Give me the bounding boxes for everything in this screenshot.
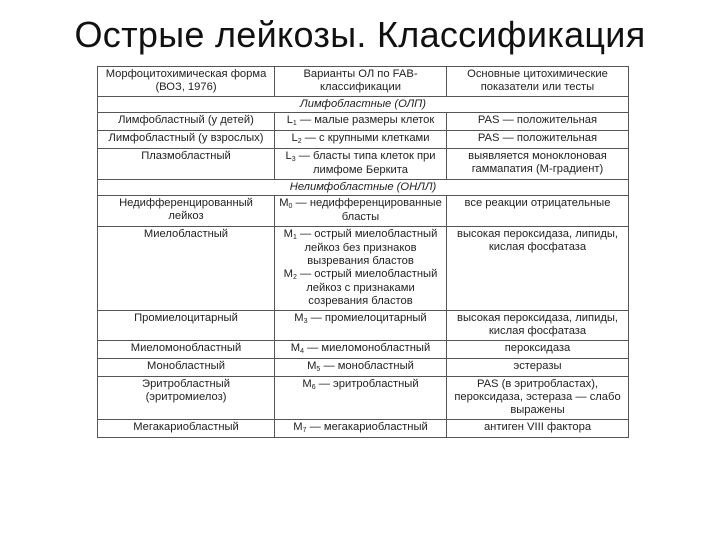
table-row (98, 131, 629, 149)
row-form: Эритробластный (эритромиелоз) (98, 377, 275, 420)
fab-code: M (290, 342, 301, 354)
row-test: PAS — положительная (447, 131, 629, 149)
section-nonlymphoblastic: Нелимфобластные (ОНЛЛ) (98, 180, 629, 196)
fab-code: M (307, 360, 317, 372)
section-lymphoblastic: Лимфобластные (ОЛП) (98, 97, 629, 113)
fab-subscript: 3 (303, 318, 308, 325)
row-form: Плазмобластный (98, 149, 275, 180)
table-row (98, 359, 629, 377)
fab-desc: — острый миелобластный лейкоз с признаками созревания бластов (299, 268, 438, 307)
table-row (98, 196, 629, 227)
fab-desc: — малые размеры клеток (299, 114, 435, 126)
fab-subscript: 2 (297, 138, 302, 145)
fab-desc: — недифференцированные бласты (295, 197, 442, 223)
table-row (98, 341, 629, 359)
fab-code: M (279, 197, 289, 209)
table-row (98, 227, 629, 311)
fab-desc: — миеломонобластный (307, 342, 431, 354)
fab-desc: — бласты типа клеток при лимфоме Беркита (298, 150, 436, 176)
row-form: Монобластный (98, 359, 275, 377)
row-form: Лимфобластный (у взрослых) (98, 131, 275, 149)
row-test: высокая пероксидаза, липиды, кислая фосфатаза (447, 311, 629, 341)
fab-subscript: 4 (300, 348, 304, 355)
fab-subscript: 3 (291, 156, 296, 163)
fab-desc: — с крупными клетками (304, 132, 430, 144)
row-test: высокая пероксидаза, липиды, кислая фосфатаза (447, 227, 629, 311)
fab-code: L (285, 150, 292, 162)
fab-desc: — монобластный (323, 360, 414, 372)
row-fab (275, 113, 447, 131)
fab-code: M (283, 228, 293, 240)
fab-code: M (293, 421, 303, 433)
fab-desc: — эритробластный (318, 378, 419, 390)
section-row-nonlymph (98, 180, 629, 196)
fab-subscript: 1 (292, 120, 297, 127)
row-form: Миелобластный (98, 227, 275, 311)
row-test: антиген VIII фактора (447, 420, 629, 438)
row-fab (275, 341, 447, 359)
fab-subscript: 2 (292, 274, 297, 281)
fab-entry-m1 (278, 228, 443, 268)
row-form: Лимфобластный (у детей) (98, 113, 275, 131)
row-test: выявляется моноклоновая гаммапатия (М-градиент) (447, 149, 629, 180)
row-test: PAS (в эритробластах), пероксидаза, эстераза — слабо выражены (447, 377, 629, 420)
row-fab (275, 131, 447, 149)
fab-subscript: 5 (316, 366, 321, 373)
table-row (98, 149, 629, 180)
table-header-row (98, 67, 629, 97)
row-fab (275, 377, 447, 420)
row-form: Промиелоцитарный (98, 311, 275, 341)
fab-desc: — промиелоцитарный (310, 312, 427, 324)
row-test: все реакции отрицательные (447, 196, 629, 227)
fab-code: L (286, 114, 293, 126)
header-fab: Варианты ОЛ по FAB-классификации (275, 67, 447, 97)
table-row (98, 113, 629, 131)
table-row (98, 420, 629, 438)
row-test: эстеразы (447, 359, 629, 377)
classification-table (97, 66, 629, 438)
row-form: Мегакариобластный (98, 420, 275, 438)
fab-entry-m2 (278, 268, 443, 308)
row-fab (275, 311, 447, 341)
row-test: PAS — положительная (447, 113, 629, 131)
fab-code: L (291, 132, 298, 144)
fab-code: M (294, 312, 304, 324)
fab-subscript: 7 (302, 427, 307, 434)
row-test: пероксидаза (447, 341, 629, 359)
header-tests: Основные цитохимические показатели или тесты (447, 67, 629, 97)
fab-code: M (283, 268, 293, 280)
header-form: Морфоцитохимическая форма (ВОЗ, 1976) (98, 67, 275, 97)
slide-title: Острые лейкозы. Классификация (74, 14, 646, 55)
fab-desc: — острый миелобластный лейкоз без признаков вызревания бластов (299, 228, 438, 267)
fab-subscript: 6 (311, 384, 316, 391)
table-row (98, 311, 629, 341)
fab-subscript: 0 (288, 203, 293, 210)
row-form: Миеломонобластный (98, 341, 275, 359)
row-fab (275, 420, 447, 438)
fab-subscript: 1 (292, 234, 297, 241)
fab-desc: — мегакариобластный (309, 421, 428, 433)
section-row-lymph (98, 97, 629, 113)
row-fab (275, 359, 447, 377)
fab-code: M (302, 378, 312, 390)
table-row (98, 377, 629, 420)
row-fab (275, 227, 447, 311)
row-fab (275, 196, 447, 227)
row-fab (275, 149, 447, 180)
row-form: Недифференцированный лейкоз (98, 196, 275, 227)
classification-table-wrapper (97, 66, 621, 438)
